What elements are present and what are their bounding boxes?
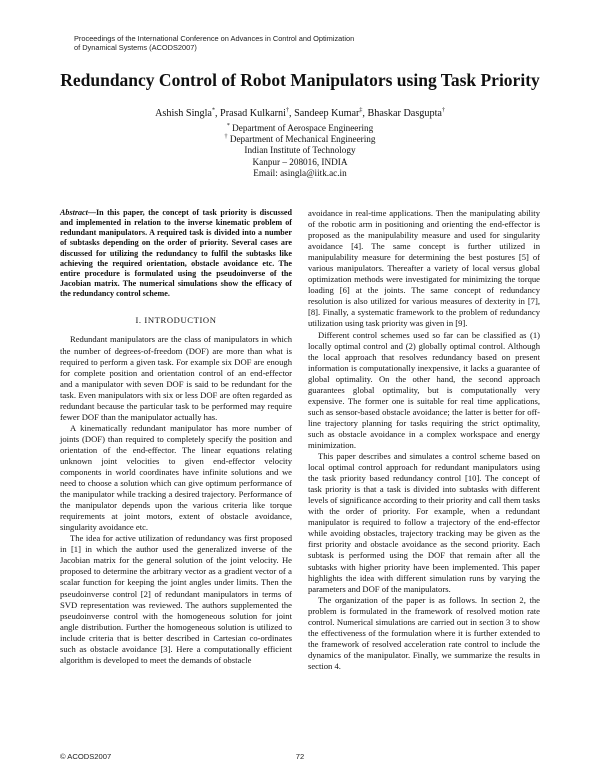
- paragraph: Different control schemes used so far can be classified as (1) locally optimal control and (2) globally optimal control. Although the local approach that resolves redundancy based on present information is computationally inexpensive, it lacks a guarantee of global optimality. On the other hand, the second approach guarantees global optimality, but is computationally very expensive. The former one is suitable for real time applications, such as sensor-based obstacle avoidance; the latter is better for off-line trajectory planning for tasks requiring the strict optimality, such as obstacle avoidance in a complex workspace and energy minimization.: [308, 329, 540, 450]
- paragraph: avoidance in real-time applications. Then the manipulating ability of the robotic arm in positioning and orienting the end-effector is proposed as the manipulability measure and used for singularity avoidance [4]. The same concept is further utilized in manipulability measure for determining the best postures [5] of various manipulators. Thereafter a variety of local versus global optimization methods were investigated for minimizing the torque loading [6] at the joints. The same concept of redundancy resolution is also utilized for various measures of dexterity in [7], [8]. Finally, a systematic framework to the problem of redundancy utilization using task priority was given in [9].: [308, 208, 540, 329]
- affiliation-mark: *: [226, 122, 230, 129]
- author-name: Ashish Singla: [155, 108, 212, 119]
- author-list: Ashish Singla*, Prasad Kulkarni†, Sandeep Kumar‡, Bhaskar Dasgupta†: [155, 107, 445, 119]
- abstract: [60, 208, 292, 299]
- author-mark: †: [285, 107, 289, 114]
- left-column: [60, 208, 292, 666]
- author-name: Prasad Kulkarni: [220, 108, 286, 119]
- affiliation-text: Department of Mechanical Engineering: [229, 134, 376, 145]
- proceedings-header: [74, 34, 544, 52]
- paragraph: The organization of the paper is as follows. In section 2, the problem is formulated in the framework of resolved motion rate control. Numerical simulations are carried out in section 3 to show the effectiveness of the formulation where it is further extended to the framework of resolved acceleration rate control to include the dynamics of the manipulator. Finally, we summarize the results in section 4.: [308, 594, 540, 671]
- author-mark: *: [211, 107, 215, 114]
- paragraph: The idea for active utilization of redundancy was first proposed in [1] in which the author used the generalized inverse of the Jacobian matrix for the general solution of the joint velocity. He proposed to determine the arbitrary vector as a gradient vector of a scalar function for keeping the joint angles under limits. Then the pseudoinverse control [2] of redundant manipulators in terms of SVD representation was reviewed. The authors supplemented the pseudoinverse control with the homogeneous solution for joint angle distribution. Further the homogeneous solution is utilized to include criteria that is better described in Cartesian co-ordinates such as obstacle avoidance [3]. Here a computationally efficient algorithm is developed to meet the demands of obstacle: [60, 533, 292, 665]
- page-number: 72: [295, 752, 305, 761]
- paper-title: Redundancy Control of Robot Manipulators using Task Priority: [60, 70, 540, 90]
- copyright-footer: © ACODS2007: [60, 752, 112, 761]
- affiliation-text: Department of Aerospace Engineering: [232, 123, 374, 133]
- author-mark: †: [441, 107, 445, 114]
- abstract-label: Abstract: [60, 208, 88, 217]
- header-line-1: Proceedings of the International Conference on Advances in Control and Optimization: [74, 34, 355, 43]
- affiliations: [100, 123, 500, 179]
- institute-city: Kanpur – 208016, INDIA: [252, 156, 348, 167]
- author-mark: ‡: [359, 107, 363, 114]
- affiliation-aerospace: [100, 123, 500, 134]
- affiliation-mark: †: [224, 134, 228, 141]
- author-name: Bhaskar Dasgupta: [367, 108, 442, 119]
- abstract-text: —In this paper, the concept of task priority is discussed and implemented in relation to the inverse kinematic problem of redundant manipulators. A required task is divided into a number of subtasks depending on the order of priority. Several cases are discussed for utilizing the redundancy to fulfil the subtasks like achieving the required orientation, obstacle avoidance etc. The entire procedure is formulated using the pseudoinverse of the Jacobian matrix. The numerical simulations show the efficacy of the redundancy control scheme.: [60, 208, 292, 299]
- paragraph: A kinematically redundant manipulator has more number of joints (DOF) than required to completely specify the position and orientation of the end-effector. The linear equations relating unknown joint velocities to given end-effector velocity components in world coordinates have infinite solutions and we need to choose a solution which can give optimum performance of the manipulator while tracking a desired trajectory. Performance of the manipulator depends upon the various criteria like torque requirements at joint motors, extent of obstacle avoidance, singularity avoidance etc.: [60, 422, 292, 533]
- author-name: Sandeep Kumar: [294, 108, 360, 119]
- header-line-2: of Dynamical Systems (ACODS2007): [74, 43, 197, 52]
- right-column: [308, 208, 540, 672]
- paragraph: Redundant manipulators are the class of manipulators in which the number of degrees-of-freedom (DOF) are more than what is required to perform a given task. For example six DOF are enough for complete position and orientation control of an end-effector and a manipulator with seven DOF is said to be redundant for the task. Even manipulators with six or less DOF are often regarded as redundant because the particular task to be performed may require fewer DOF than the manipulator actually has.: [60, 334, 292, 422]
- section-heading-introduction: I. INTRODUCTION: [135, 315, 217, 326]
- affiliation-mechanical: [100, 134, 500, 145]
- paragraph: This paper describes and simulates a control scheme based on local optimal control approach for redundant manipulators using the task priority based redundancy control [10]. The concept of task priority is that a task is divided into subtasks with different levels of significance according to their priority and call them tasks with the order of priority. For example, when a redundant manipulator is required to follow a trajectory of the end-effector while avoiding obstacles, trajectory tracking may be given as the first priority and obstacle avoidance as the second priority. Each subtask is performed using the DOF that remain after all the subtasks with higher priority have been implemented. This paper highlights the idea with different simulation runs by varying the parameters and DOF of the manipulators.: [308, 451, 540, 594]
- institute-name: Indian Institute of Technology: [244, 145, 356, 156]
- author-email: Email: asingla@iitk.ac.in: [253, 167, 347, 178]
